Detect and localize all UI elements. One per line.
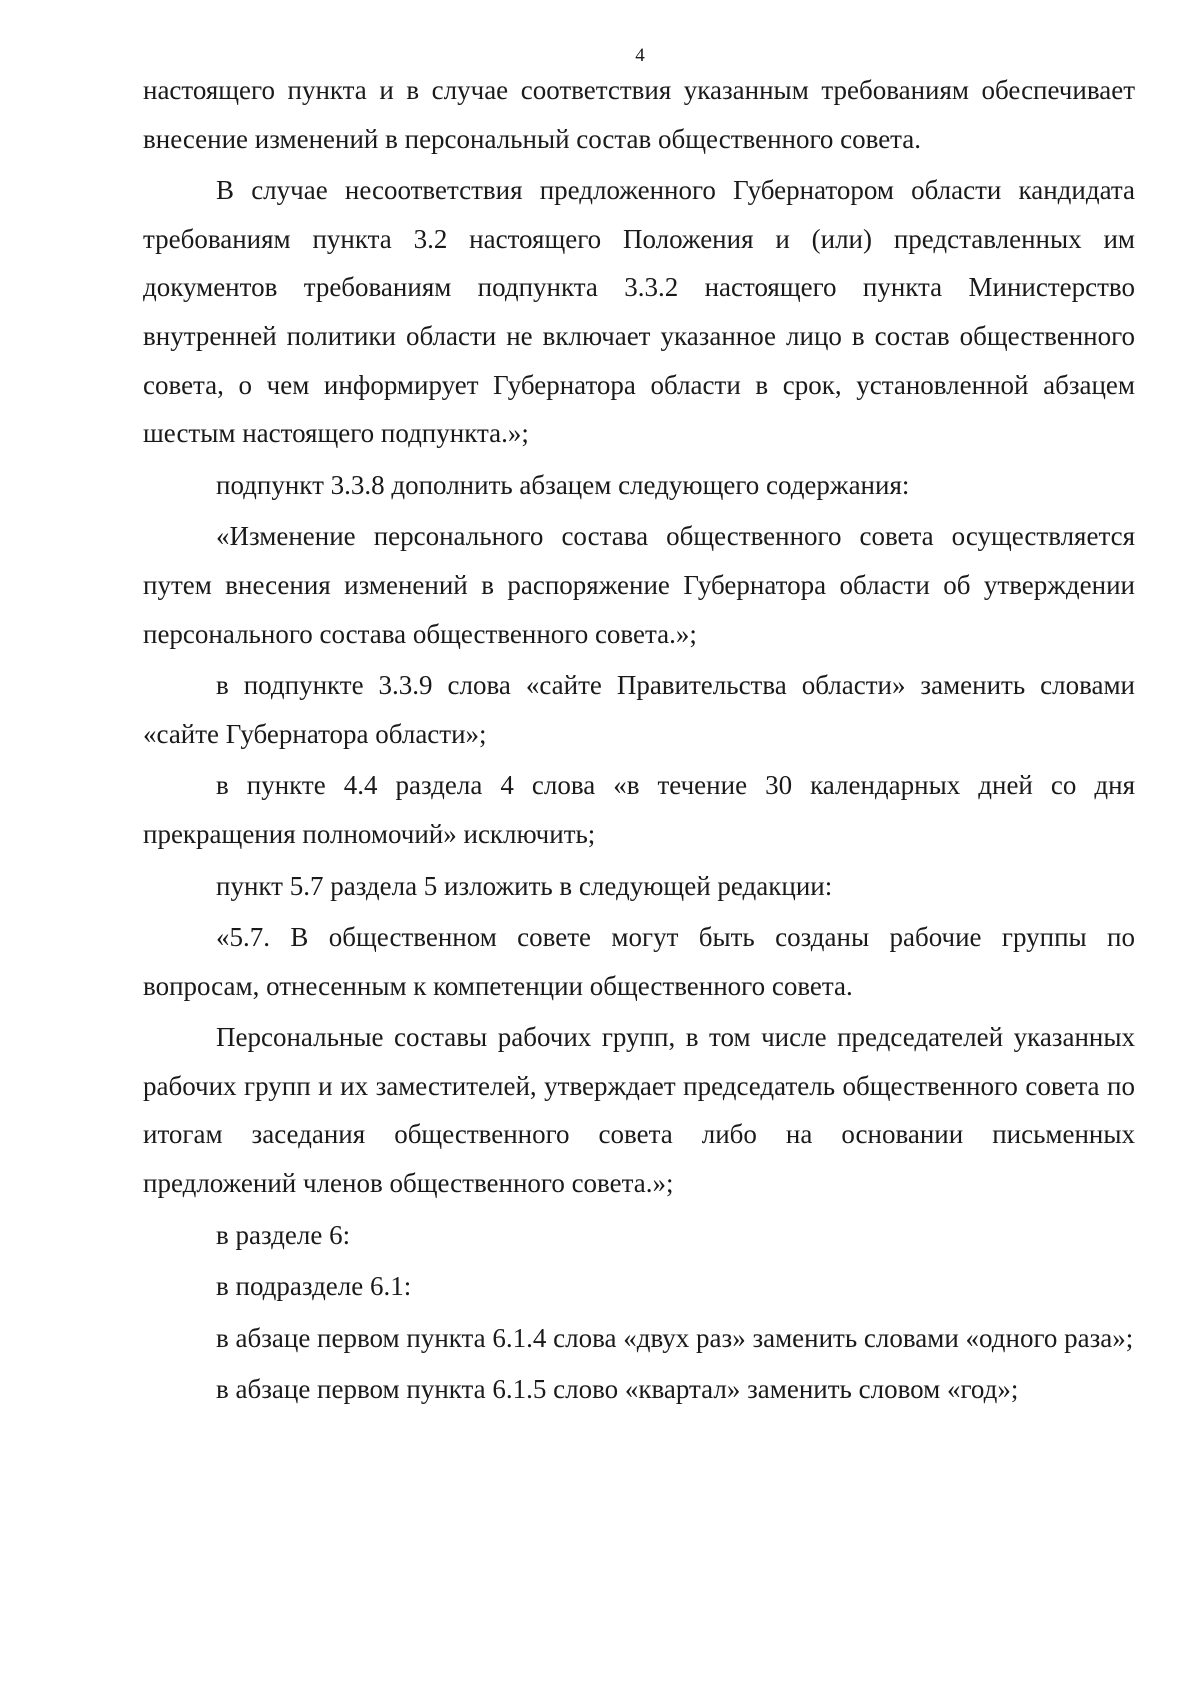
paragraph-continuation: настоящего пункта и в случае соответствия указанным требованиям обеспечивает внесение изменений в персональный состав общественного совета.	[143, 75, 1135, 154]
paragraph-subsection-6-1: в подразделе 6.1:	[216, 1271, 412, 1302]
document-body	[143, 66, 1135, 1417]
paragraph-subclause-3-3-8: подпункт 3.3.8 дополнить абзацем следующего содержания:	[216, 469, 910, 500]
paragraph-clause-4-4: в пункте 4.4 раздела 4 слова «в течение 30 календарных дней со дня прекращения полномочий» исключить;	[143, 770, 1135, 849]
paragraph-clause-6-1-5: в абзаце первом пункта 6.1.5 слово «квартал» заменить словом «год»;	[216, 1374, 1019, 1405]
paragraph-working-groups: «5.7. В общественном совете могут быть созданы рабочие группы по вопросам, отнесенным к компетенции общественного совета.	[143, 922, 1135, 1001]
paragraph-nonconformity: В случае несоответствия предложенного Губернатором области кандидата требованиям пункта 3.2 настоящего Положения и (или) представленных им документов требованиям подпункта 3.3.2 настоящего пункта Министерство внутренней политики области не включает указанное лицо в состав общественного совета, о чем информирует Губернатора области в срок, установленной абзацем шестым настоящего подпункта.»;	[143, 175, 1135, 449]
paragraph-clause-5-7: пункт 5.7 раздела 5 изложить в следующей редакции:	[216, 870, 833, 901]
paragraph-composition-change: «Изменение персонального состава общественного совета осуществляется путем внесения изменений в распоряжение Губернатора области об утверждении персонального состава общественного совета.»;	[143, 521, 1135, 649]
page-number: 4	[635, 45, 645, 66]
paragraph-clause-6-1-4: в абзаце первом пункта 6.1.4 слова «двух раз» заменить словами «одного раза»;	[216, 1322, 1134, 1353]
paragraph-subclause-3-3-9: в подпункте 3.3.9 слова «сайте Правительства области» заменить словами «сайте Губернатора области»;	[143, 670, 1135, 749]
paragraph-group-compositions: Персональные составы рабочих групп, в том числе председателей указанных рабочих групп и их заместителей, утверждает председатель общественного совета по итогам заседания общественного совета либо на основании письменных предложений членов общественного совета.»;	[143, 1022, 1135, 1199]
paragraph-section-6: в разделе 6:	[216, 1219, 351, 1250]
